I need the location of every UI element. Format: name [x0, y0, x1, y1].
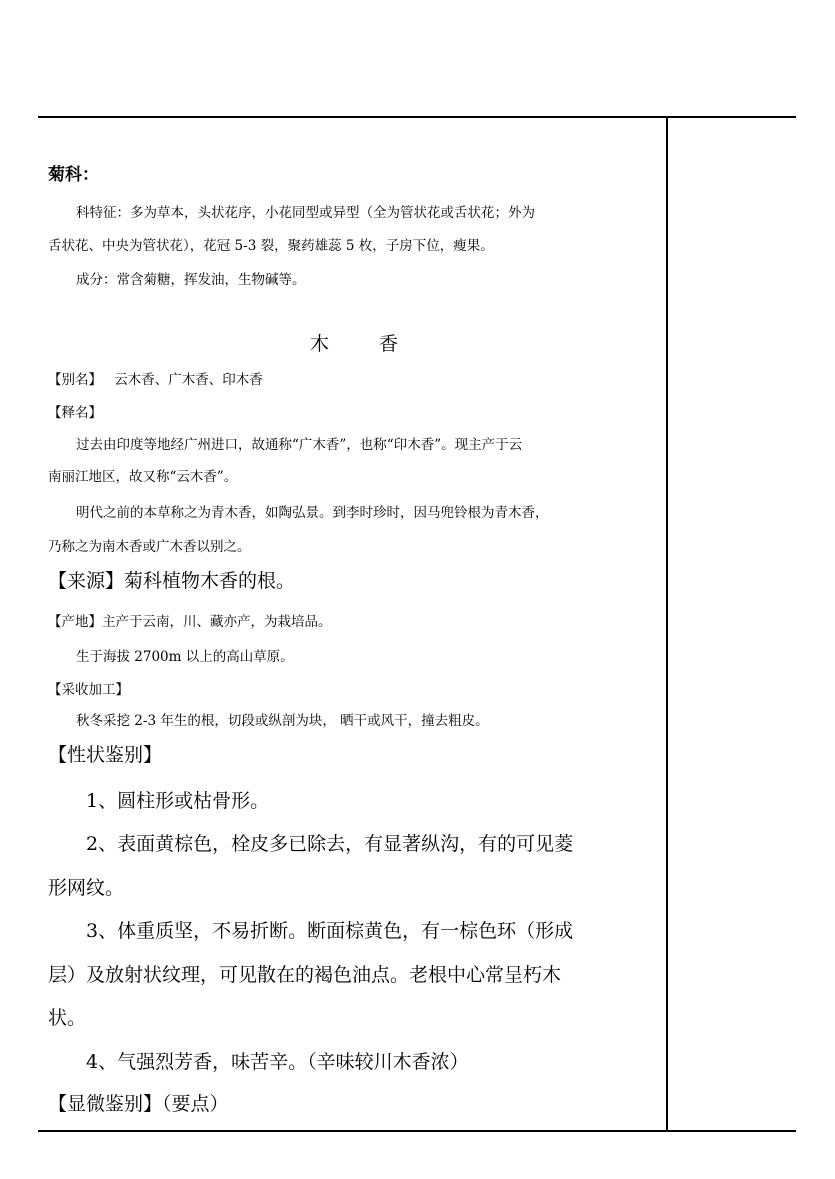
identification-item-1: 1、圆柱形或枯骨形。: [86, 790, 270, 812]
alias-label: 【别名】: [48, 372, 102, 388]
table-top-border: [38, 116, 796, 118]
identification-item-3-cont2: 状。: [48, 1007, 87, 1029]
harvest-line: 秋冬采挖 2-3 年生的根，切段或纵剖为块， 晒干或风干，撞去粗皮。: [76, 713, 489, 729]
alias-value: 云木香、广木香、印木香: [114, 372, 263, 388]
identification-item-3: 3、体重质坚，不易折断。断面棕黄色，有一棕色环（形成: [86, 920, 574, 942]
name-origin-label: 【释名】: [48, 405, 102, 421]
identification-item-2: 2、表面黄棕色，栓皮多已除去，有显著纵沟，有的可见菱: [86, 833, 574, 855]
identification-item-4: 4、气强烈芳香，味苦辛。（辛味较川木香浓）: [86, 1051, 469, 1073]
origin-line: 【产地】主产于云南，川、藏亦产，为栽培品。: [48, 614, 332, 630]
table-bottom-border: [38, 1130, 796, 1132]
family-features: 科特征：多为草本，头状花序，小花同型或异型（全为管状花或舌状花；外为: [76, 205, 535, 221]
name-origin-p1: 过去由印度等地经广州进口，故通称“广木香”，也称“印木香”。现主产于云: [76, 437, 523, 453]
harvest-label: 【采收加工】: [48, 682, 129, 698]
drug-title-char-1: 木: [309, 333, 329, 355]
alias-line: [48, 368, 660, 388]
name-origin-p2: 明代之前的本草称之为青木香，如陶弘景。到李时珍时，因马兜铃根为青木香，: [76, 505, 549, 521]
family-features-cont: 舌状花、中央为管状花），花冠 5-3 裂，聚药雄蕊 5 枚，子房下位，瘦果。: [48, 238, 494, 254]
family-heading: 菊科：: [48, 165, 99, 185]
habitat-line: 生于海拔 2700m 以上的高山草原。: [76, 649, 294, 665]
drug-title-char-2: 香: [379, 333, 399, 355]
microscopy-label: 【显微鉴别】（要点）: [48, 1093, 229, 1115]
name-origin-p1-cont: 南丽江地区，故又称“云木香”。: [48, 469, 238, 485]
identification-item-2-cont: 形网纹。: [48, 877, 125, 899]
name-origin-p2-cont: 乃称之为南木香或广木香以别之。: [48, 539, 251, 555]
family-components: 成分：常含菊糖，挥发油，生物碱等。: [76, 272, 306, 288]
identification-label: 【性状鉴别】: [48, 744, 163, 766]
drug-title: [48, 329, 660, 356]
source-line: 【来源】菊科植物木香的根。: [48, 570, 296, 592]
identification-item-3-cont: 层）及放射状纹理，可见散在的褐色油点。老根中心常呈朽木: [48, 964, 562, 986]
